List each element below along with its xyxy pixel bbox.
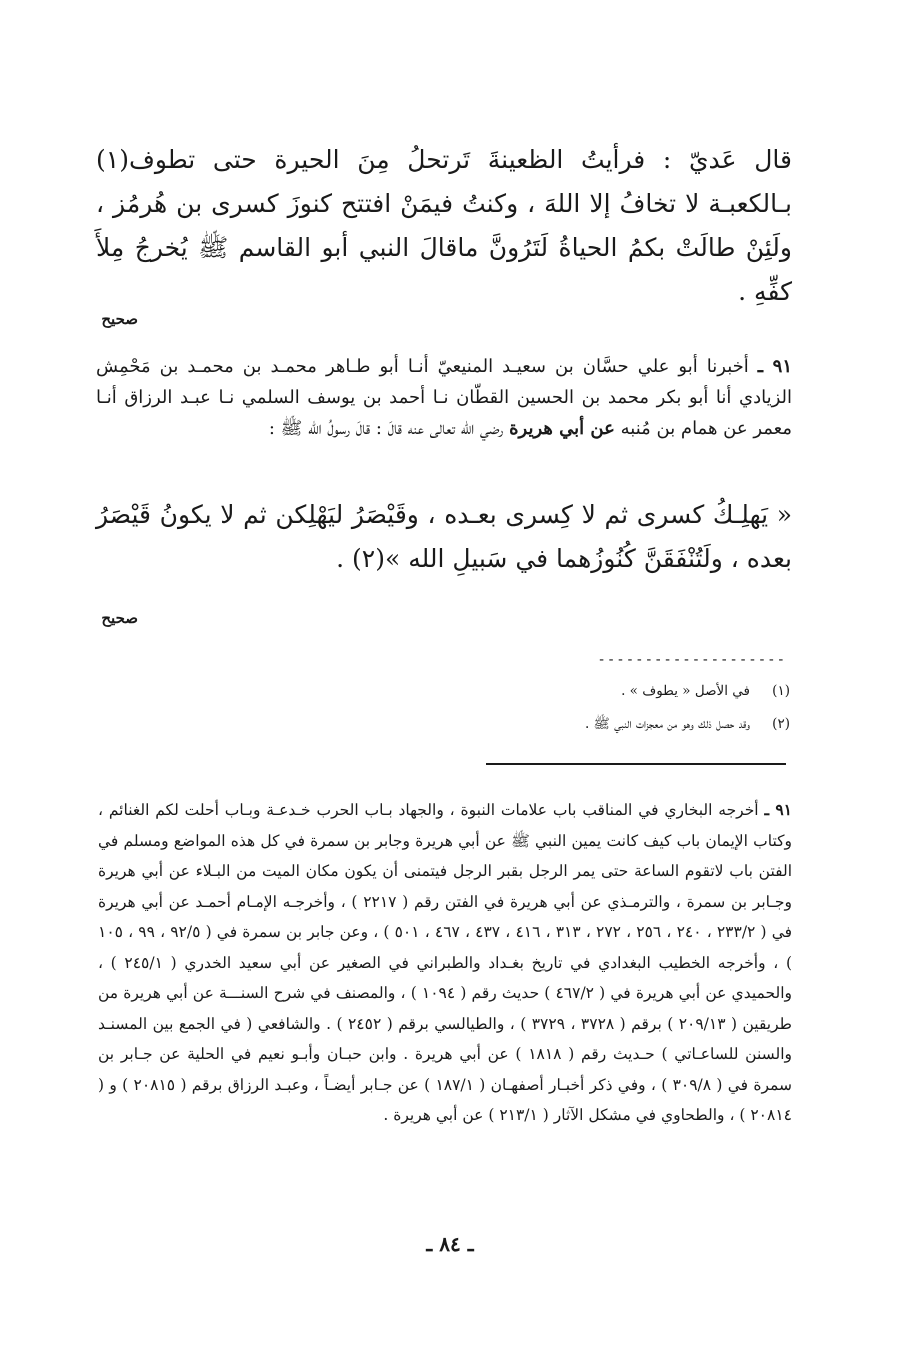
footnote-mark: (١) [772, 683, 790, 699]
takhrij-number: ٩١ ـ [764, 800, 793, 819]
hadith-chain-ending: رضي الله تعالى عنه قالَ : قالَ رسولُ الله ﷺ : [268, 418, 504, 439]
hadith-chain-text: أخبرنا أبو علي حسَّان بن سعيـد المنيعيّ أنـا أبو طـاهر محمـد بن محمـد بن مَحْمِش الزيادي أنا أبو بكر محمد بن الحسين القطّان نـا أحمد بن يوسف السلمي نـا عبـد الرزاق أنـا معمر عن همام بن مُنبه [96, 356, 792, 439]
narration-paragraph [96, 138, 792, 314]
footnote-text: وقد حصل ذلك وهو من معجزات النبي ﷺ . [584, 716, 750, 732]
grade-label: صحيح [101, 609, 138, 627]
section-rule [486, 763, 786, 765]
hadith-matn-text: « يَهلِـكُ كسرى ثم لا كِسرى بعـده ، وقَيْصَرُ ليَهْلِكن ثم لا يكونُ قَيْصَرُ بعده ، ولَتُنْفَقَنَّ كُنُوزُهما في سَبيلِ الله »(٢) . [96, 500, 792, 573]
narration-text: قال عَديّ : فرأيتُ الظعينةَ تَرتحلُ مِنَ الحيرة حتى تطوف(١) بـالكعبـة لا تخافُ إلا اللهَ ، وكنتُ فيمَنْ افتتح كنوزَ كسرى بن هُرمُز ، ولَئِنْ طالَتْ بكمُ الحياةُ لَتَرُونَّ ماقالَ النبي أبو القاسم ﷺ يُخرجُ مِلأَ كفِّهِ . [96, 145, 792, 306]
hadith-matn-paragraph [96, 493, 792, 581]
footnote-separator: -------------------- [597, 652, 786, 668]
hadith-number: ٩١ ـ [757, 356, 792, 377]
page-number: ـ ٨٤ ـ [426, 1232, 474, 1256]
hadith-chain-paragraph [96, 351, 792, 444]
footnote-mark: (٢) [772, 716, 790, 732]
footnote-2 [585, 715, 790, 735]
takhrij-paragraph [98, 795, 792, 1131]
takhrij-text: أخرجه البخاري في المناقب باب علامات النبوة ، والجهاد بـاب الحرب خـدعـة وبـاب أحلت لكم الغنائم ، وكتاب الإيمان باب كيف كانت يمين النبي ﷺ عن أبي هريرة وجابر بن سمرة في كل هذه المواضع ومسلم في الفتن باب لاتقوم الساعة حتى يمر الرجل بقبر الرجل فيتمنى أن يكون مكان الميت من البـلاء عن أبي هريرة وجـابر بن سمرة ، والترمـذي عن أبي هريرة في الفتن رقم ( ٢٢١٧ ) ، وأخرجـه الإمـام أحمـد عن أبي هريرة في ( ٢٣٣/٢ ، ٢٤٠ ، ٢٥٦ ، ٢٧٢ ، ٣١٣ ، ٤١٦ ، ٤٣٧ ، ٤٦٧ ، ٥٠١ ) ، وعن جابر بن سمرة في ( ٩٢/٥ ، ٩٩ ، ١٠٥ ) ، وأخرجه الخطيب البغدادي في تاريخ بغـداد والطبراني في الصغير عن أبي سعيد الخدري ( ٢٤٥/١ ) ، والحميدي عن أبي هريرة في ( ٤٦٧/٢ ) حديث رقم ( ١٠٩٤ ) ، والمصنف في شرح السنـــة عن أبي هريرة من طريقين ( ٢٠٩/١٣ ) برقم ( ٣٧٢٨ ، ٣٧٢٩ ) ، والطيالسي برقم ( ٢٤٥٢ ) . والشافعي ( في الجمع بين المسنـد والسنن للساعـاتي ) حـديث رقم ( ١٨١٨ ) عن أبي هريرة . وابن حبـان وأبـو نعيم في الحلية عن جـابر بن سمرة في ( ٣٠٩/٨ ) ، وفي ذكر أخبـار أصفهـان ( ١٨٧/١ ) عن جـابر أيضـاً ، وعبـد الرزاق برقم ( ٢٠٨١٥ ) و ( ٢٠٨١٤ ) ، والطحاوي في مشكل الآثار ( ٢١٣/١ ) عن أبي هريرة . [98, 801, 793, 1124]
footnote-text: في الأصل « يطوف » . [621, 683, 750, 699]
grade-label: صحيح [101, 310, 138, 328]
hadith-chain-companion: عن أبي هريرة [509, 418, 615, 439]
footnote-1 [621, 683, 790, 699]
